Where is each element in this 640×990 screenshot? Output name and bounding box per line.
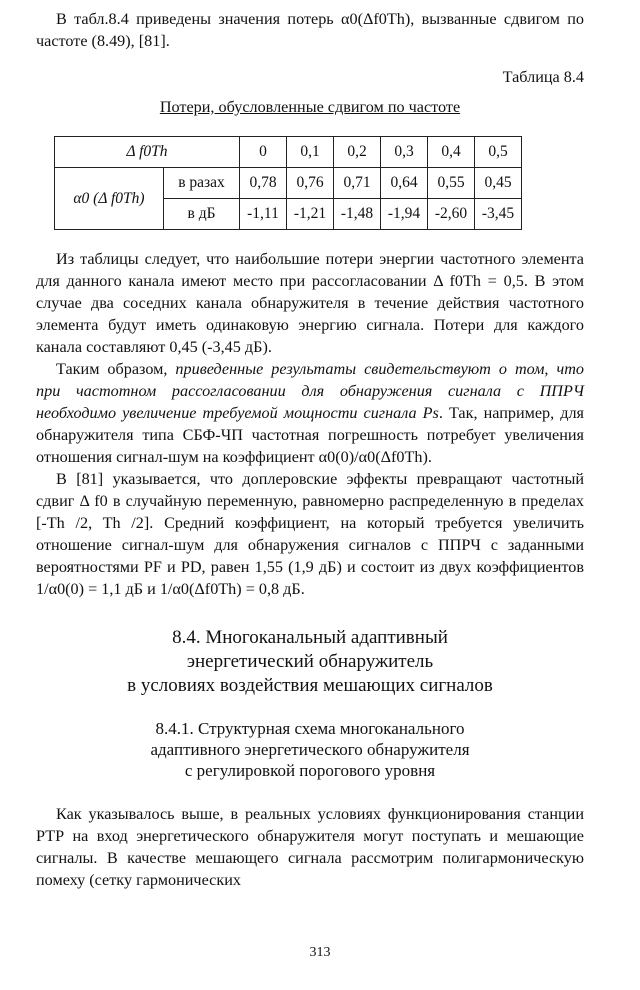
table-header-cell: 0 xyxy=(240,137,287,168)
table-cell: 0,71 xyxy=(334,168,381,199)
table-header-row xyxy=(55,137,522,168)
table-title: Потери, обусловленные сдвигом по частоте xyxy=(159,98,461,116)
table-unit-cell: в дБ xyxy=(164,199,240,230)
subsection-heading-line: адаптивного энергетического обнаружителя xyxy=(150,740,470,759)
table-unit-cell: в разах xyxy=(164,168,240,199)
section-heading-line: 8.4. Многоканальный адаптивный xyxy=(172,627,448,648)
table-header-cell: 0,1 xyxy=(287,137,334,168)
table-cell: -1,21 xyxy=(287,199,334,230)
paragraph-summary xyxy=(36,358,584,468)
paragraph-summary-emphasis: приведенные результаты свидетельствуют о том, что при частотном рассогласовании для обнаружения сигнала с ППРЧ необходимо увеличение требуемой мощности сигнала Ps xyxy=(36,360,584,422)
table-row xyxy=(55,168,522,199)
table-cell: -1,94 xyxy=(381,199,428,230)
subsection-heading-line: 8.4.1. Структурная схема многоканального xyxy=(155,719,465,738)
page-number: 313 xyxy=(309,945,331,960)
paragraph-summary-start: Таким образом, xyxy=(56,360,176,378)
table-cell: -2,60 xyxy=(428,199,475,230)
section-heading-line: энергетический обнаружитель xyxy=(186,651,434,672)
table-header-cell: 0,5 xyxy=(475,137,522,168)
subsection-heading xyxy=(36,718,584,781)
subsection-heading-line: с регулировкой порогового уровня xyxy=(184,761,436,780)
table-cell: -1,11 xyxy=(240,199,287,230)
page-content xyxy=(36,8,584,891)
table-cell: 0,55 xyxy=(428,168,475,199)
table-cell: 0,76 xyxy=(287,168,334,199)
paragraph-table-conclusion: Из таблицы следует, что наибольшие потери энергии частотного элемента для данного канала имеют место при рассогласовании Δ f0Th = 0,5. В этом случае два соседних канала обнаружителя в течение действия частотного элемента будут иметь одинаковую энергию сигнала. Потери для каждого канала составляют 0,45 (-3,45 дБ). xyxy=(36,250,584,356)
paragraph-section-intro: Как указывалось выше, в реальных условиях функционирования станции РТР на вход энергетического обнаружителя могут поступать и мешающие сигналы. В качестве мешающего сигнала рассмотрим полигармоническую помеху (сетку гармонических xyxy=(36,805,584,889)
paragraph-doppler: В [81] указывается, что доплеровские эффекты превращают частотный сдвиг Δ f0 в случайную переменную, равномерно распределенную в пределах [-Th /2, Th /2]. Средний коэффициент, на который требуется увеличить отношение сигнал-шум для обнаружения сигналов с ППРЧ с заданными вероятностями PF и PD, равен 1,55 (1,9 дБ) и состоит из двух коэффициентов 1/α0(0) = 1,1 дБ и 1/α0(Δf0Th) = 0,8 дБ. xyxy=(36,470,584,598)
intro-paragraph: В табл.8.4 приведены значения потерь α0(Δf0Th), вызванные сдвигом по частоте (8.49), [81]. xyxy=(36,10,584,50)
table-header-cell: 0,3 xyxy=(381,137,428,168)
table-row-label: α0 (Δ f0Th) xyxy=(55,168,164,230)
section-heading xyxy=(36,626,584,698)
loss-table xyxy=(54,136,522,230)
table-cell: -3,45 xyxy=(475,199,522,230)
table-cell: -1,48 xyxy=(334,199,381,230)
table-header-label: Δ f0Th xyxy=(55,137,240,168)
table-cell: 0,45 xyxy=(475,168,522,199)
table-cell: 0,64 xyxy=(381,168,428,199)
paragraph-summary-end: . Так, например, для обнаружителя типа СБФ-ЧП частотная погрешность потребует увеличения отношения сигнал-шум на коэффициент α0(0)/α0(Δf0Th). xyxy=(36,404,584,466)
section-heading-line: в условиях воздействия мешающих сигналов xyxy=(127,675,493,696)
table-label: Таблица 8.4 xyxy=(502,68,584,86)
table-header-cell: 0,2 xyxy=(334,137,381,168)
table-header-cell: 0,4 xyxy=(428,137,475,168)
table-cell: 0,78 xyxy=(240,168,287,199)
